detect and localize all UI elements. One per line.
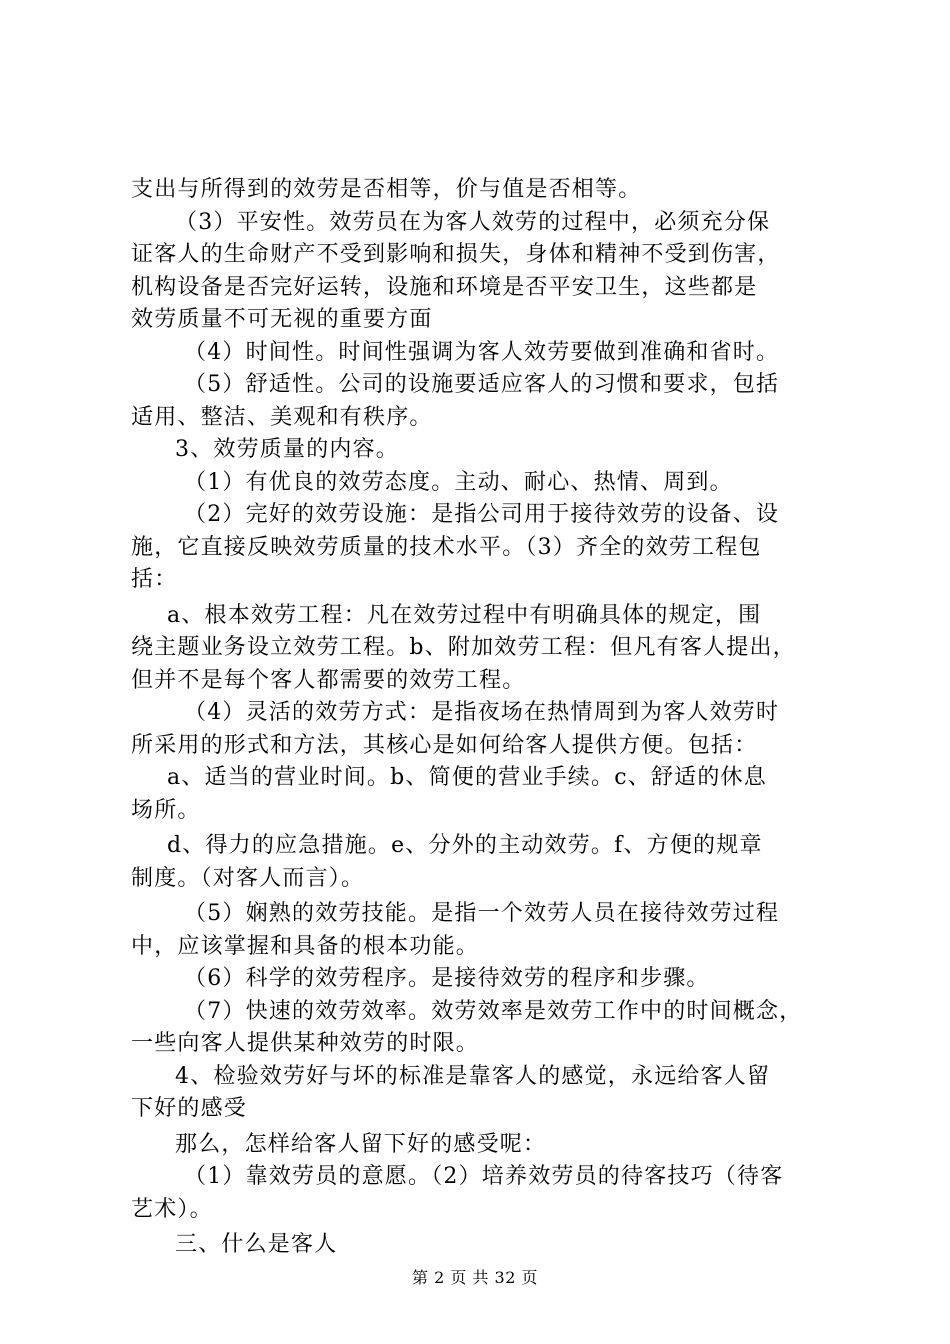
- text-line: 3、效劳质量的内容。: [175, 437, 399, 462]
- text-line: 效劳质量不可无视的重要方面: [131, 307, 433, 332]
- text-line: （7）快速的效劳效率。效劳效率是效劳工作中的时间概念，: [184, 998, 803, 1024]
- text-line: 艺术）。: [131, 1196, 213, 1222]
- text-line: a、适当的营业时间。b、简便的营业手续。c、舒适的休息: [167, 765, 767, 790]
- text-line: 绕主题业务设立效劳工程。b、附加效劳工程：但凡有客人提出，: [131, 635, 796, 660]
- text-line: 适用、整洁、美观和有秩序。: [131, 404, 433, 430]
- text-line: 三、什么是客人: [175, 1232, 338, 1257]
- text-line: 证客人的生命财产不受到影响和损失，身体和精神不受到伤害，: [131, 242, 781, 267]
- text-line: 括：: [131, 567, 178, 592]
- text-line: a、根本效劳工程：凡在效劳过程中有明确具体的规定，围: [167, 602, 762, 628]
- text-line: 场所。: [131, 797, 201, 823]
- text-line: 那么，怎样给客人留下好的感受呢：: [175, 1131, 547, 1157]
- text-line: 制度。（对客人而言）。: [131, 865, 365, 891]
- text-line: 中，应该掌握和具备的根本功能。: [131, 933, 480, 959]
- text-line: （5）舒适性。公司的设施要适应客人的习惯和要求，包括: [184, 372, 780, 397]
- text-line: 一些向客人提供某种效劳的时限。: [131, 1031, 480, 1056]
- text-line: 机构设备是否完好运转，设施和环境是否平安卫生，这些都是: [131, 274, 758, 300]
- text-line: （5）娴熟的效劳技能。是指一个效劳人员在接待效劳过程: [184, 901, 780, 926]
- text-line: 支出与所得到的效劳是否相等，价与值是否相等。: [131, 177, 642, 202]
- text-line: （4）时间性。时间性强调为客人效劳要做到准确和省时。: [184, 339, 780, 365]
- text-line: （4）灵活的效劳方式：是指夜场在热情周到为客人效劳时: [184, 700, 780, 725]
- text-line: （3）平安性。效劳员在为客人效劳的过程中，必须充分保: [175, 209, 771, 235]
- text-line: （2）完好的效劳设施：是指公司用于接待效劳的设备、设: [184, 502, 780, 527]
- text-line: 4、检验效劳好与坏的标准是靠客人的感觉，永远给客人留: [175, 1063, 771, 1089]
- text-line: 施，它直接反映效劳质量的技术水平。（3）齐全的效劳工程包: [131, 534, 762, 560]
- text-line: （1）有优良的效劳态度。主动、耐心、热情、周到。: [184, 469, 733, 495]
- text-line: （1）靠效劳员的意愿。（2）培养效劳员的待客技巧（待客: [184, 1164, 784, 1189]
- document-body: [131, 174, 831, 1262]
- text-line: 但并不是每个客人都需要的效劳工程。: [131, 667, 526, 693]
- text-line: d、得力的应急措施。e、分外的主动效劳。f、方便的规章: [167, 833, 763, 858]
- text-line: 下好的感受: [131, 1096, 248, 1121]
- text-line: 所采用的形式和方法，其核心是如何给客人提供方便。包括：: [131, 732, 758, 758]
- page-footer: 第 2 页 共 32 页: [412, 1268, 538, 1287]
- text-line: （6）科学的效劳程序。是接待效劳的程序和步骤。: [184, 966, 710, 991]
